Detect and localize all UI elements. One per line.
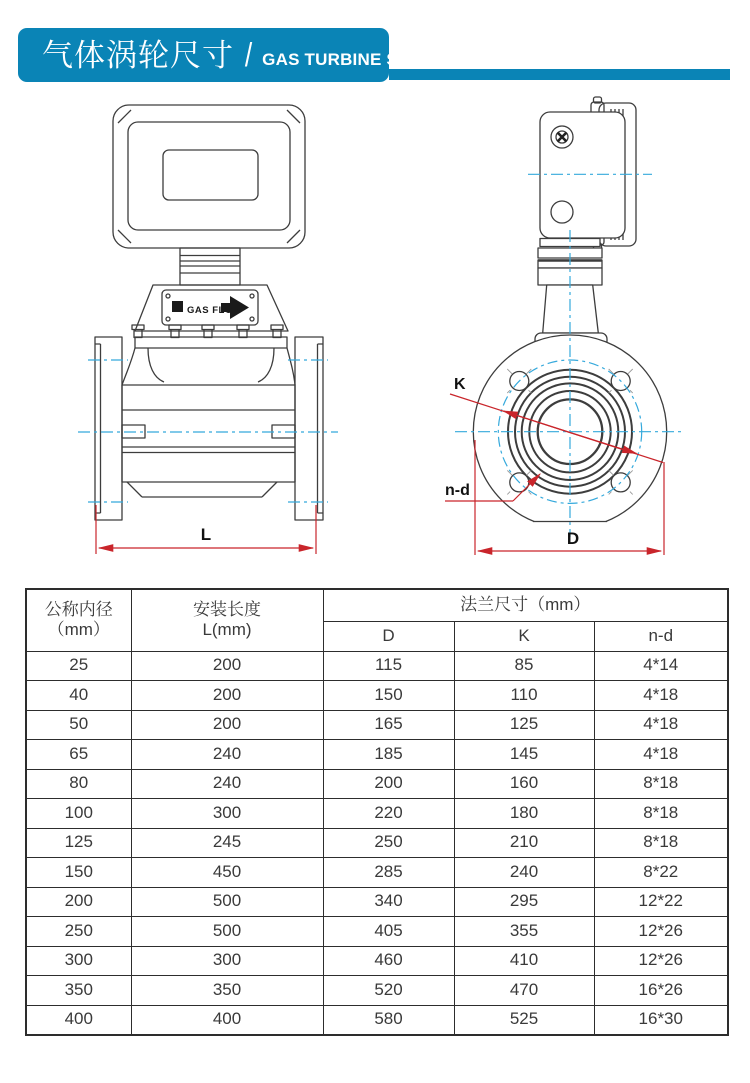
title-divider: / (244, 35, 253, 73)
table-cell: 16*30 (594, 1005, 728, 1035)
table-cell: 125 (26, 828, 131, 858)
pipe-flange-left (95, 337, 122, 520)
lcd-window (163, 150, 258, 200)
dim-label-D: D (566, 529, 580, 548)
title-chinese: 气体涡轮尺寸 (42, 37, 234, 73)
table-cell: 245 (131, 828, 323, 858)
table-cell: 525 (454, 1005, 594, 1035)
table-cell: 250 (323, 828, 454, 858)
table-cell: 12*26 (594, 946, 728, 976)
stem-bands (535, 239, 607, 348)
table-cell: 40 (26, 681, 131, 711)
gas-flow-label: GAS FLOW (187, 305, 243, 316)
table-cell: 8*18 (594, 769, 728, 799)
table-cell: 200 (26, 887, 131, 917)
table-cell: 400 (26, 1005, 131, 1035)
centerlines (78, 360, 338, 502)
table-cell: 400 (131, 1005, 323, 1035)
table-cell: 300 (131, 946, 323, 976)
table-cell: 145 (454, 740, 594, 770)
table-cell: 405 (323, 917, 454, 947)
table-cell: 300 (26, 946, 131, 976)
table-cell: 160 (454, 769, 594, 799)
table-cell: 285 (323, 858, 454, 888)
table-cell: 110 (454, 681, 594, 711)
table-cell: 80 (26, 769, 131, 799)
header-install-length: 安装长度 L(mm) (131, 589, 323, 651)
table-cell: 65 (26, 740, 131, 770)
side-view-drawing (430, 85, 740, 575)
table-row (26, 976, 728, 1006)
table-cell: 100 (26, 799, 131, 829)
table-cell: 210 (454, 828, 594, 858)
table-cell: 520 (323, 976, 454, 1006)
header-D: D (323, 621, 454, 651)
display-neck (180, 248, 240, 285)
table-cell: 250 (26, 917, 131, 947)
table-row (26, 946, 728, 976)
display-head (113, 105, 305, 248)
section-title-banner (18, 28, 425, 82)
table-cell: 4*18 (594, 681, 728, 711)
header-nominal-diameter: 公称内径 （mm） (26, 589, 131, 651)
table-cell: 500 (131, 917, 323, 947)
table-cell: 200 (131, 681, 323, 711)
table-cell: 355 (454, 917, 594, 947)
table-cell: 150 (26, 858, 131, 888)
table-cell: 450 (131, 858, 323, 888)
header-flange-size-group: 法兰尺寸（mm） (323, 589, 728, 621)
table-row (26, 828, 728, 858)
table-cell: 240 (131, 740, 323, 770)
table-cell: 220 (323, 799, 454, 829)
flange-spec-table (25, 588, 729, 1036)
table-cell: 115 (323, 651, 454, 681)
dim-label-L: L (200, 525, 212, 544)
table-row (26, 681, 728, 711)
table-row (26, 799, 728, 829)
plate-square-mark (172, 301, 183, 312)
table-cell: 85 (454, 651, 594, 681)
table-cell: 500 (131, 887, 323, 917)
header-n-d: n-d (594, 621, 728, 651)
table-row (26, 651, 728, 681)
table-cell: 150 (323, 681, 454, 711)
table-cell: 350 (131, 976, 323, 1006)
meter-body (122, 337, 295, 497)
banner-accent-bar (389, 69, 730, 80)
front-view-drawing (60, 85, 380, 575)
table-cell: 470 (454, 976, 594, 1006)
table-cell: 240 (131, 769, 323, 799)
dim-label-K: K (454, 376, 466, 393)
table-cell: 340 (323, 887, 454, 917)
table-cell: 12*22 (594, 887, 728, 917)
table-row (26, 1005, 728, 1035)
table-cell: 200 (323, 769, 454, 799)
table-cell: 580 (323, 1005, 454, 1035)
table-cell: 165 (323, 710, 454, 740)
header-K: K (454, 621, 594, 651)
table-cell: 180 (454, 799, 594, 829)
table-row (26, 769, 728, 799)
table-cell: 25 (26, 651, 131, 681)
table-cell: 8*18 (594, 828, 728, 858)
table-row (26, 917, 728, 947)
table-cell: 200 (131, 710, 323, 740)
table-cell: 350 (26, 976, 131, 1006)
table-row (26, 887, 728, 917)
pipe-flange-right (295, 337, 323, 520)
table-row (26, 858, 728, 888)
table-cell: 4*14 (594, 651, 728, 681)
table-cell: 16*26 (594, 976, 728, 1006)
table-row (26, 710, 728, 740)
table-cell: 8*18 (594, 799, 728, 829)
title-english: GAS TURBINE SIZE (262, 49, 425, 69)
table-cell: 4*18 (594, 710, 728, 740)
table-cell: 4*18 (594, 740, 728, 770)
table-cell: 12*26 (594, 917, 728, 947)
flange-face (473, 335, 666, 534)
table-cell: 300 (131, 799, 323, 829)
table-cell: 240 (454, 858, 594, 888)
table-cell: 8*22 (594, 858, 728, 888)
table-cell: 460 (323, 946, 454, 976)
electronics-housing (540, 112, 625, 238)
table-row (26, 740, 728, 770)
table-cell: 410 (454, 946, 594, 976)
dim-label-n-d: n-d (445, 482, 470, 499)
table-cell: 50 (26, 710, 131, 740)
table-cell: 295 (454, 887, 594, 917)
table-cell: 200 (131, 651, 323, 681)
table-cell: 185 (323, 740, 454, 770)
table-cell: 125 (454, 710, 594, 740)
